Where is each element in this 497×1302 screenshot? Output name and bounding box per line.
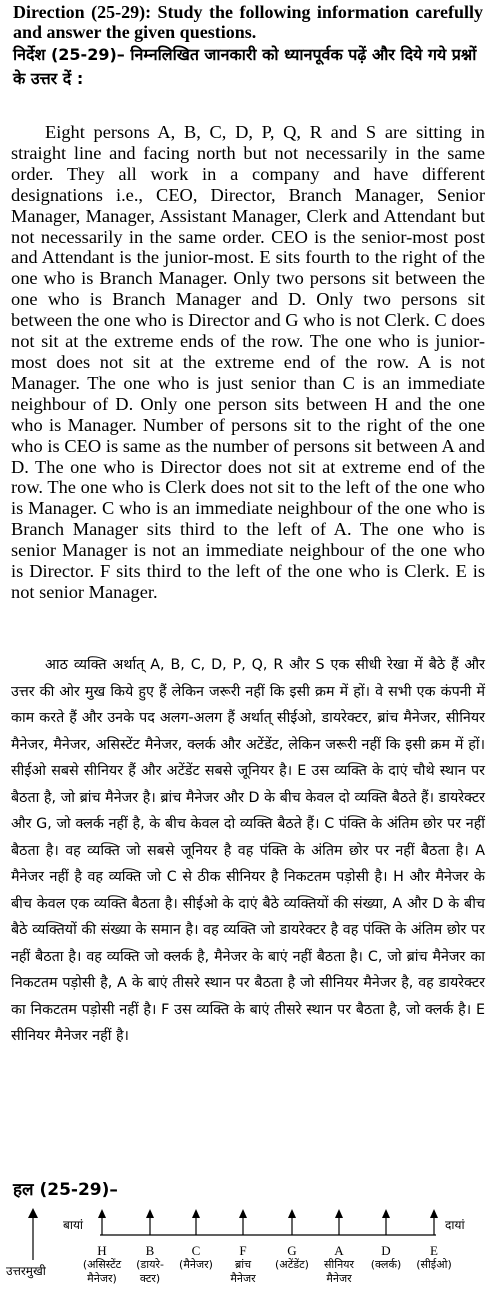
seat-C-arrow-icon bbox=[192, 1209, 200, 1218]
person-role: (क्लर्क) bbox=[370, 1258, 402, 1271]
person-role-continued: मैनेजर bbox=[326, 1272, 352, 1285]
left-direction-label: बायां bbox=[63, 1218, 84, 1232]
puzzle-paragraph-english: Eight persons A, B, C, D, P, Q, R and S are sitting in straight line and facing north but not necessarily in the same order. They all work in a company and have different designations i.e., CEO, Director, Branch Manager, Senior Manager, Manager, Assistant Manager, Clerk and Attendant but not necessarily in the same order. CEO is the senior-most post and Attendant is the junior-most. E sits fourth to the right of the one who is Branch Manager. Only two persons sit between the one who is Branch Manager and D. Only two persons sit between the one who is Director and G who is not Clerk. C does not sit at the extreme ends of the row. The one who is junior-most does not sit at the extreme end of the row. A is not Manager. The one who is just senior than C is an immediate neighbour of D. Only one person sits between H and the one who is Manager. Number of persons sit to the right of the one who is CEO is same as the number of persons sit between A and D. The one who is Director does not sit at extreme end of the row. The one who is Clerk does not sit to the left of the one who is Manager. C who is an immediate neighbour of the one who is Branch Manager sits third to the left of A. The one who is senior Manager is not an immediate neighbour of the one who is Director. F sits third to the left of the one who is Clerk. E is not senior Manager. bbox=[11, 122, 485, 602]
direction-heading-hindi: निर्देश (25-29)– निम्नलिखित जानकारी को ध्यानपूर्वक पढ़ें और दिये गये प्रश्नों के उत्तर दें : bbox=[13, 45, 477, 88]
person-role: (डायरे- bbox=[136, 1258, 164, 1271]
person-role: (असिस्टेंट bbox=[82, 1258, 122, 1271]
seat-F-arrow-icon bbox=[239, 1209, 247, 1218]
seat-H-arrow-icon bbox=[98, 1209, 106, 1218]
person-name: H bbox=[97, 1243, 107, 1258]
direction-heading-english: Direction (25-29): Study the following information carefully and answer the given questions. bbox=[13, 2, 483, 42]
seat-B-arrow-icon bbox=[146, 1209, 154, 1218]
person-role: ब्रांच bbox=[234, 1258, 252, 1271]
person-name: A bbox=[334, 1243, 344, 1258]
person-role-continued: मैनेजर) bbox=[87, 1272, 117, 1285]
person-E bbox=[404, 1244, 464, 1272]
person-name: B bbox=[145, 1243, 155, 1258]
facing-north-label: उत्तरमुखी bbox=[6, 1264, 46, 1278]
person-role: (अटेंडेंट) bbox=[275, 1258, 309, 1271]
right-direction-label: दायां bbox=[445, 1218, 465, 1232]
person-name: D bbox=[381, 1243, 391, 1258]
solution-title: हल (25-29)– bbox=[13, 1180, 118, 1200]
person-name: E bbox=[430, 1243, 438, 1258]
person-role: (सीईओ) bbox=[416, 1258, 452, 1271]
seat-D-arrow-icon bbox=[382, 1209, 390, 1218]
puzzle-paragraph-hindi: आठ व्यक्ति अर्थात् A, B, C, D, P, Q, R और S एक सीधी रेखा में बैठे हैं और उत्तर की ओर मुख किये हुए हैं लेकिन जरूरी नहीं कि इसी क्रम में हों। वे सभी एक कंपनी में काम करते हैं और उनके पद अलग-अलग हैं अर्थात् सीईओ, डायरेक्टर, ब्रांच मैनेजर, सीनियर मैनेजर, मैनेजर, असिस्टेंट मैनेजर, क्लर्क और अटेंडेंट, लेकिन जरूरी नहीं कि इसी क्रम में हों। सीईओ सबसे सीनियर हैं और अटेंडेंट सबसे जूनियर है। E उस व्यक्ति के दाएं चौथे स्थान पर बैठता है, जो ब्रांच मैनेजर है। ब्रांच मैनेजर और D के बीच केवल दो व्यक्ति बैठते हैं। डायरेक्टर और G, जो क्लर्क नहीं है, के बीच केवल दो व्यक्ति बैठते हैं। C पंक्ति के अंतिम छोर पर नहीं बैठता है। वह व्यक्ति जो सबसे जूनियर है वह पंक्ति के अंतिम छोर पर नहीं बैठता है। A मैनेजर नहीं है वह व्यक्ति जो C से ठीक सीनियर है निकटतम पड़ोसी है। H और मैनेजर के बीच केवल एक व्यक्ति बैठता है। सीईओ के दाएं बैठे व्यक्तियों की संख्या, A और D के बीच बैठे व्यक्तियों की संख्या के समान है। वह व्यक्ति जो डायरेक्टर है वह पंक्ति के अंतिम छोर पर नहीं बैठता है। वह व्यक्ति जो क्लर्क है, मैनेजर के बाएं नहीं बैठता है। C, जो ब्रांच मैनेजर का निकटतम पड़ोसी है, A के बाएं तीसरे स्थान पर बैठता है जो सीनियर मैनेजर है, वह डायरेक्टर का निकटतम पड़ोसी नहीं है। F उस व्यक्ति के बाएं तीसरे स्थान पर बैठता है, जो क्लर्क है। E सीनियर मैनेजर नहीं है। bbox=[11, 657, 485, 1044]
seat-G-arrow-icon bbox=[288, 1209, 296, 1218]
person-role: सीनियर bbox=[323, 1258, 355, 1271]
person-name: C bbox=[191, 1243, 201, 1258]
seat-A-arrow-icon bbox=[335, 1209, 343, 1218]
north-facing-arrow-icon bbox=[28, 1208, 38, 1260]
person-role: (मैनेजर) bbox=[179, 1258, 213, 1271]
person-name: F bbox=[239, 1243, 247, 1258]
person-role-continued: क्टर) bbox=[139, 1272, 161, 1285]
seat-E-arrow-icon bbox=[430, 1209, 438, 1218]
person-role-continued: मैनेजर bbox=[230, 1272, 256, 1285]
person-name: G bbox=[287, 1243, 297, 1258]
